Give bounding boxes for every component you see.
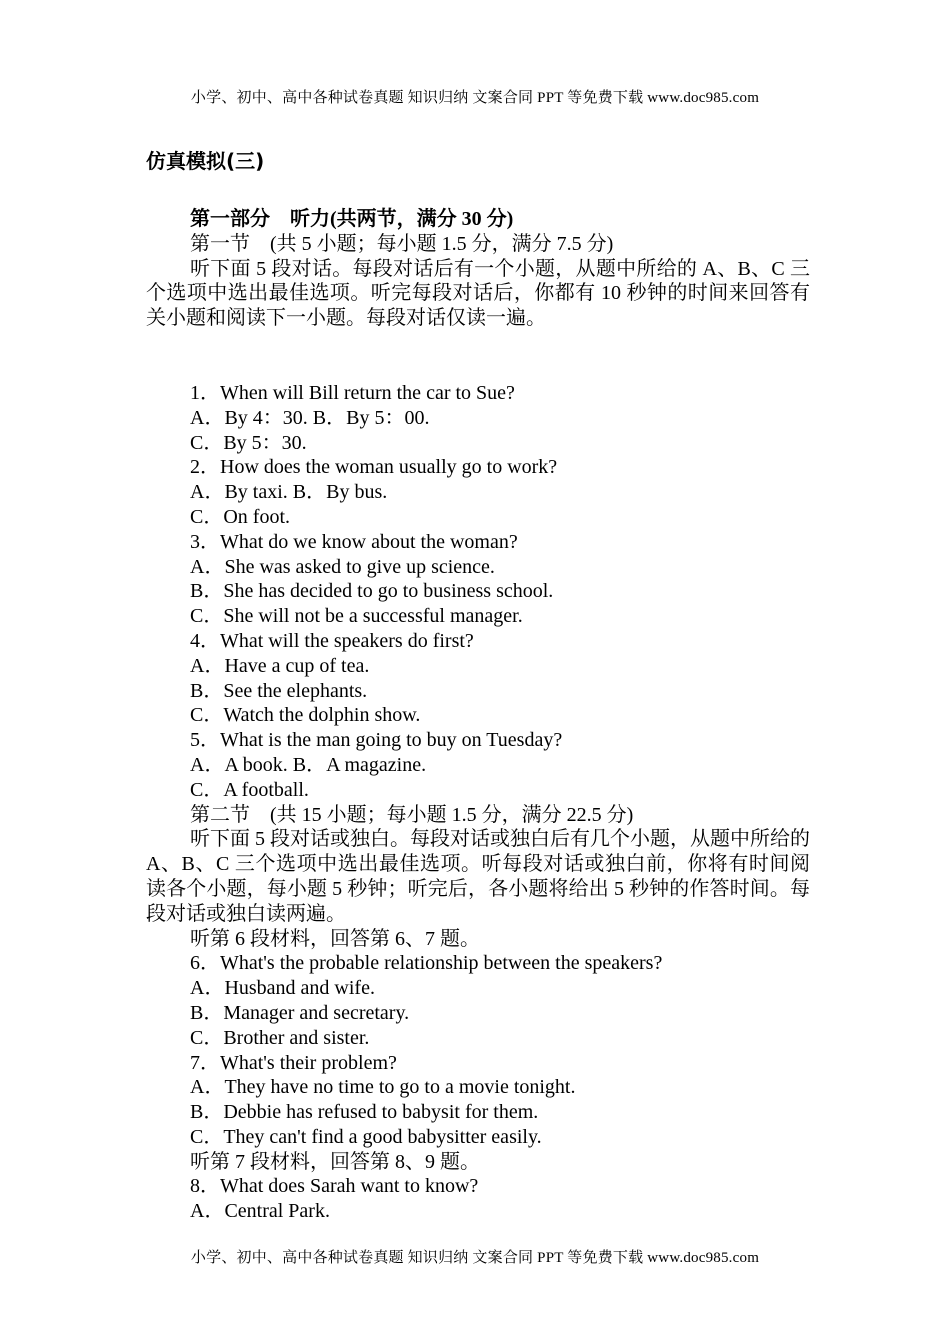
question-2: 2．How does the woman usually go to work? (190, 456, 558, 479)
question-2-options-ab: A．By taxi. B．By bus. (190, 481, 388, 504)
section2-instruction: 听下面 5 段对话或独白。每段对话或独白后有几个小题，从题中所给的 A、B、C 三个选项中选出最佳选项。听每段对话或独白前，你将有时间阅读各个小题，每小题 5 秒钟；听完后，各小题将给出 5 秒钟的作答时间。每段对话或独白读两遍。 (146, 828, 810, 925)
section2-heading: 第二节 (共 15 小题；每小题 1.5 分，满分 22.5 分) (190, 803, 634, 826)
question-6-option-b: B．Manager and secretary. (190, 1001, 410, 1024)
page-header: 小学、初中、高中各种试卷真题 知识归纳 文案合同 PPT 等免费下载 www.doc985.com (190, 90, 760, 106)
question-1-option-c: C．By 5：30. (190, 431, 307, 454)
question-6-option-a: A．Husband and wife. (190, 977, 375, 1000)
question-6: 6．What's the probable relationship between the speakers? (190, 952, 663, 975)
question-5-option-c: C．A football. (190, 778, 309, 801)
question-8: 8．What does Sarah want to know? (190, 1175, 479, 1198)
question-7-option-a: A．They have no time to go to a movie tonight. (190, 1076, 576, 1099)
section1-heading: 第一节 (共 5 小题；每小题 1.5 分，满分 7.5 分) (190, 232, 614, 255)
question-7-option-c: C．They can't find a good babysitter easily. (190, 1125, 542, 1148)
question-3: 3．What do we know about the woman? (190, 530, 518, 553)
question-7: 7．What's their problem? (190, 1051, 397, 1074)
question-3-option-b: B．She has decided to go to business school. (190, 580, 554, 603)
page-footer: 小学、初中、高中各种试卷真题 知识归纳 文案合同 PPT 等免费下载 www.doc985.com (190, 1250, 760, 1266)
question-4-option-c: C．Watch the dolphin show. (190, 704, 421, 727)
question-4: 4．What will the speakers do first? (190, 629, 474, 652)
question-8-option-a: A．Central Park. (190, 1200, 330, 1223)
spacer (146, 331, 810, 381)
question-7-option-b: B．Debbie has refused to babysit for them. (190, 1101, 539, 1124)
question-5: 5．What is the man going to buy on Tuesday? (190, 729, 563, 752)
exam-content (146, 207, 810, 1224)
section1-instruction: 听下面 5 段对话。每段对话后有一个小题，从题中所给的 A、B、C 三个选项中选出最佳选项。听完每段对话后，你都有 10 秒钟的时间来回答有关小题和阅读下一小题。每段对话仅读一遍。 (146, 257, 810, 330)
question-3-option-a: A．She was asked to give up science. (190, 555, 495, 578)
question-4-option-a: A．Have a cup of tea. (190, 654, 370, 677)
question-5-options-ab: A．A book. B．A magazine. (190, 753, 427, 776)
question-1-options-ab: A．By 4：30. B．By 5：00. (190, 406, 430, 429)
question-3-option-c: C．She will not be a successful manager. (190, 605, 523, 628)
material-6-note: 听第 6 段材料，回答第 6、7 题。 (190, 927, 480, 950)
question-1: 1．When will Bill return the car to Sue? (190, 381, 515, 404)
part1-heading: 第一部分 听力(共两节，满分 30 分) (190, 208, 514, 230)
question-6-option-c: C．Brother and sister. (190, 1026, 370, 1049)
material-7-note: 听第 7 段材料，回答第 8、9 题。 (190, 1150, 480, 1173)
page-title: 仿真模拟(三) (146, 149, 265, 173)
question-2-option-c: C．On foot. (190, 505, 290, 528)
question-4-option-b: B．See the elephants. (190, 679, 368, 702)
